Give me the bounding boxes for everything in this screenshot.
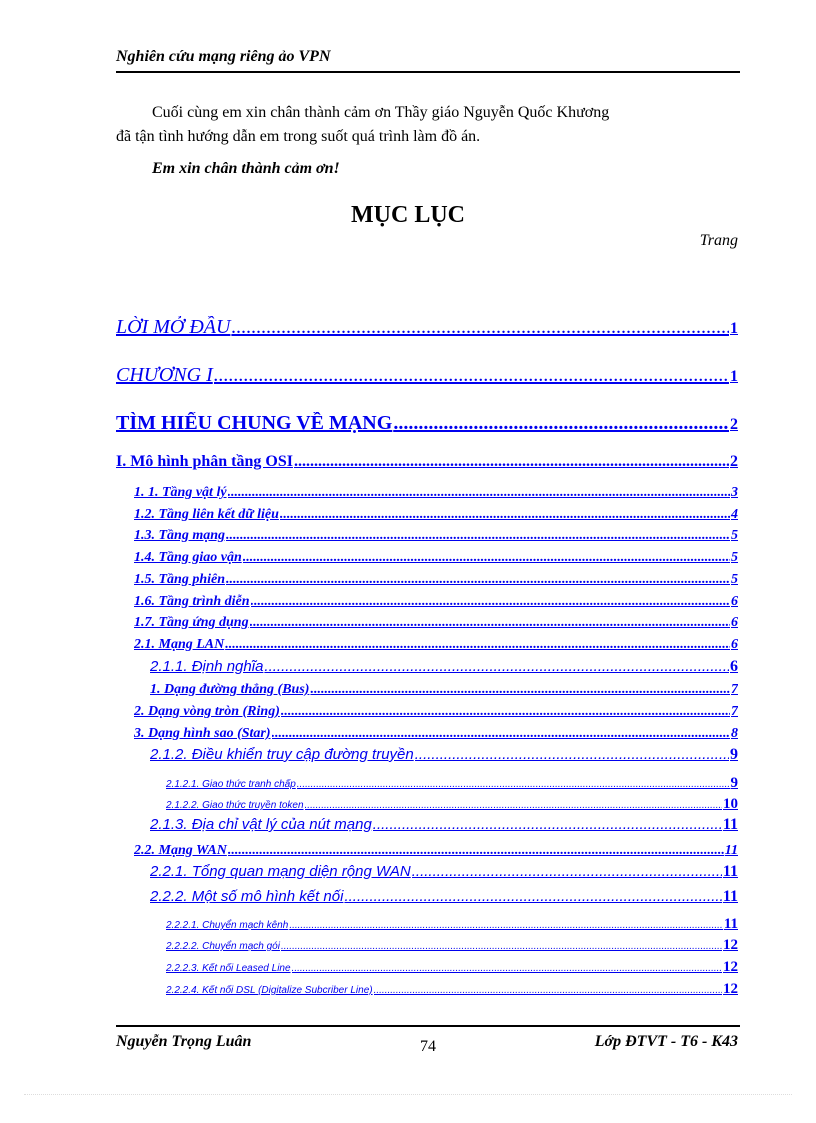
footer-class: Lớp ĐTVT - T6 - K43 — [594, 1033, 738, 1050]
toc-entry[interactable]: I. Mô hình phân tầng OSI ..... 2 — [116, 453, 738, 471]
toc-entry[interactable]: 1.6. Tầng trình diễn ..... 6 — [134, 594, 738, 610]
toc-entry[interactable]: 2.2. Mạng WAN ..... 11 — [134, 843, 738, 859]
toc-entry[interactable]: 2.1.2. Điều khiển truy cập đường truyền ..... 9 — [150, 746, 738, 764]
toc-page-header: Trang — [699, 232, 738, 249]
intro-line-2: đã tận tình hướng dẫn em trong suốt quá trình làm đồ án. — [116, 128, 481, 145]
toc-entry[interactable]: 2.1.2.1. Giao thức tranh chấp ..... 9 — [166, 775, 738, 792]
toc-entry[interactable]: 2.2.2.4. Kết nối DSL (Digitalize Subcriber Line) ..... 12 — [166, 981, 738, 998]
toc-entry[interactable]: 2.2.2.3. Kết nối Leased Line ..... 12 — [166, 959, 738, 976]
footer-author: Nguyễn Trọng Luân — [116, 1033, 252, 1050]
toc-entry[interactable]: LỜI MỞ ĐẦU ..... 1 — [116, 316, 738, 339]
toc-entry[interactable]: 2.1. Mạng LAN ..... 6 — [134, 637, 738, 653]
toc-entry[interactable]: 1.5. Tầng phiên ..... 5 — [134, 572, 738, 588]
page-break-divider — [24, 1094, 792, 1095]
toc-entry[interactable]: 1.3. Tầng mạng ..... 5 — [134, 528, 738, 544]
toc-entry[interactable]: 1.4. Tầng giao vận ..... 5 — [134, 550, 738, 566]
toc-entry[interactable]: 1. Dạng đường thẳng (Bus) ..... 7 — [134, 682, 738, 698]
footer-rule — [116, 1025, 740, 1027]
toc-entry[interactable]: TÌM HIỂU CHUNG VỀ MẠNG ..... 2 — [116, 412, 738, 435]
footer-page-number: 74 — [420, 1038, 436, 1055]
toc-entry[interactable]: 2.2.2.2. Chuyển mạch gói ..... 12 — [166, 937, 738, 954]
toc-entry[interactable]: 1.2. Tầng liên kết dữ liệu ..... 4 — [134, 507, 738, 523]
toc-entry[interactable]: 2.2.2.1. Chuyển mạch kênh ..... 11 — [166, 916, 738, 933]
intro-line-1: Cuối cùng em xin chân thành cảm ơn Thầy giáo Nguyễn Quốc Khương — [152, 104, 610, 121]
toc-entry[interactable]: 2.1.1. Định nghĩa ..... 6 — [150, 658, 738, 676]
toc-entry[interactable]: CHƯƠNG I ..... 1 — [116, 364, 738, 387]
toc-entry[interactable]: 3. Dạng hình sao (Star) ..... 8 — [134, 726, 738, 742]
toc-title: MỤC LỤC — [351, 202, 465, 228]
toc-entry[interactable]: 1. 1. Tầng vật lý ..... 3 — [134, 485, 738, 501]
toc-entry[interactable]: 2.2.2. Một số mô hình kết nối ..... 11 — [150, 888, 738, 906]
toc-entry[interactable]: 2. Dạng vòng tròn (Ring) ..... 7 — [134, 704, 738, 720]
toc-entry[interactable]: 1.7. Tầng ứng dụng ..... 6 — [134, 615, 738, 631]
toc-entry[interactable]: 2.1.2.2. Giao thức truyền token ..... 10 — [166, 796, 738, 813]
toc-entry[interactable]: 2.1.3. Địa chỉ vật lý của nút mạng ..... 11 — [150, 816, 738, 834]
toc-entry[interactable]: 2.2.1. Tổng quan mạng diện rộng WAN ..... 11 — [150, 863, 738, 881]
thanks-line: Em xin chân thành cảm ơn! — [152, 160, 340, 177]
header-title: Nghiên cứu mạng riêng ảo VPN — [116, 48, 331, 65]
